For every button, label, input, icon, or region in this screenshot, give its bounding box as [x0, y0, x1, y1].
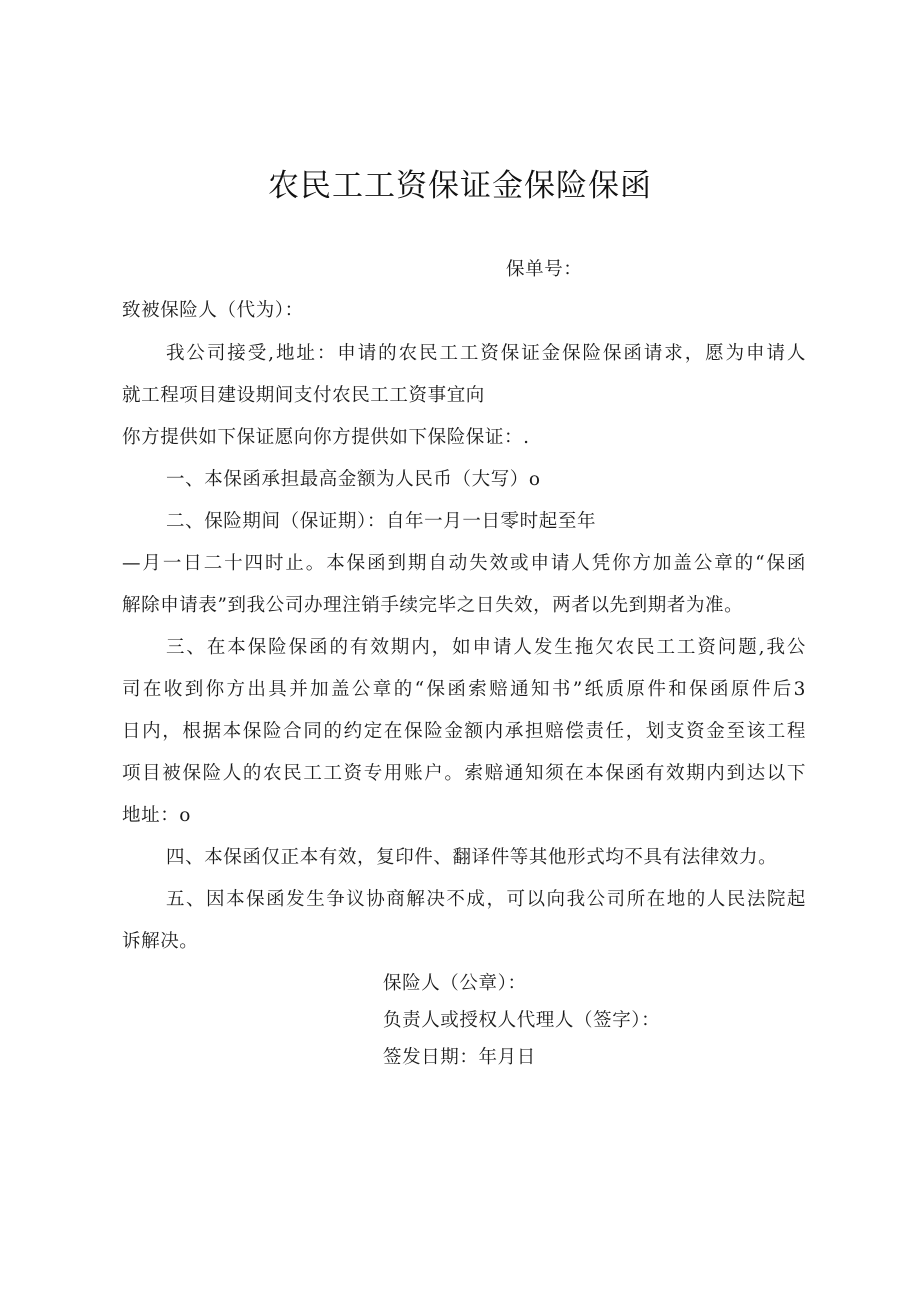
clause-3-line-4: 项目被保险人的农民工工资专用账户。索赔通知须在本保函有效期内到达以下	[122, 763, 806, 784]
clause-5-line-2: 诉解决。	[122, 931, 199, 952]
clause-2-line-1: 二、保险期间（保证期）：自年一月一日零时起至年	[166, 511, 597, 532]
clause-4: 四、本保函仅正本有效，复印件、翻译件等其他形式均不具有法律效力。	[166, 847, 778, 868]
clause-3-line-2: 司在收到你方出具并加盖公章的“保函索赔通知书”纸质原件和保函原件后3	[122, 679, 806, 700]
intro-line-2: 就工程项目建设期间支付农民工工资事宜向	[122, 385, 485, 406]
clause-3-line-1: 三、在本保险保函的有效期内，如申请人发生拖欠农民工工资问题,我公	[166, 637, 806, 658]
clause-1: 一、本保函承担最高金额为人民币（大写）o	[166, 469, 541, 490]
clause-5-line-1: 五、因本保函发生争议协商解决不成，可以向我公司所在地的人民法院起	[166, 889, 806, 910]
clause-2-line-3: 解除申请表”到我公司办理注销手续完毕之日失效，两者以先到期者为准。	[122, 595, 744, 616]
addressee: 致被保险人（代为）：	[122, 300, 304, 321]
issue-date-label: 签发日期：年月日	[383, 1047, 536, 1068]
intro-line-3: 你方提供如下保证愿向你方提供如下保险保证：.	[122, 427, 530, 448]
representative-signature-label: 负责人或授权人代理人（签字）：	[383, 1010, 661, 1031]
clause-3-line-3: 日内，根据本保险合同的约定在保险金额内承担赔偿责任，划支资金至该工程	[122, 721, 806, 742]
insurer-seal-label: 保险人（公章）：	[383, 973, 527, 994]
intro-line-1: 我公司接受,地址：申请的农民工工资保证金保险保函请求，愿为申请人	[166, 343, 806, 364]
clause-2-line-2: —月一日二十四时止。本保函到期自动失效或申请人凭你方加盖公章的“保函	[122, 553, 806, 574]
clause-3-line-5: 地址：o	[122, 805, 192, 826]
policy-number-label: 保单号：	[506, 259, 583, 280]
document-title: 农民工工资保证金保险保函	[268, 168, 652, 204]
